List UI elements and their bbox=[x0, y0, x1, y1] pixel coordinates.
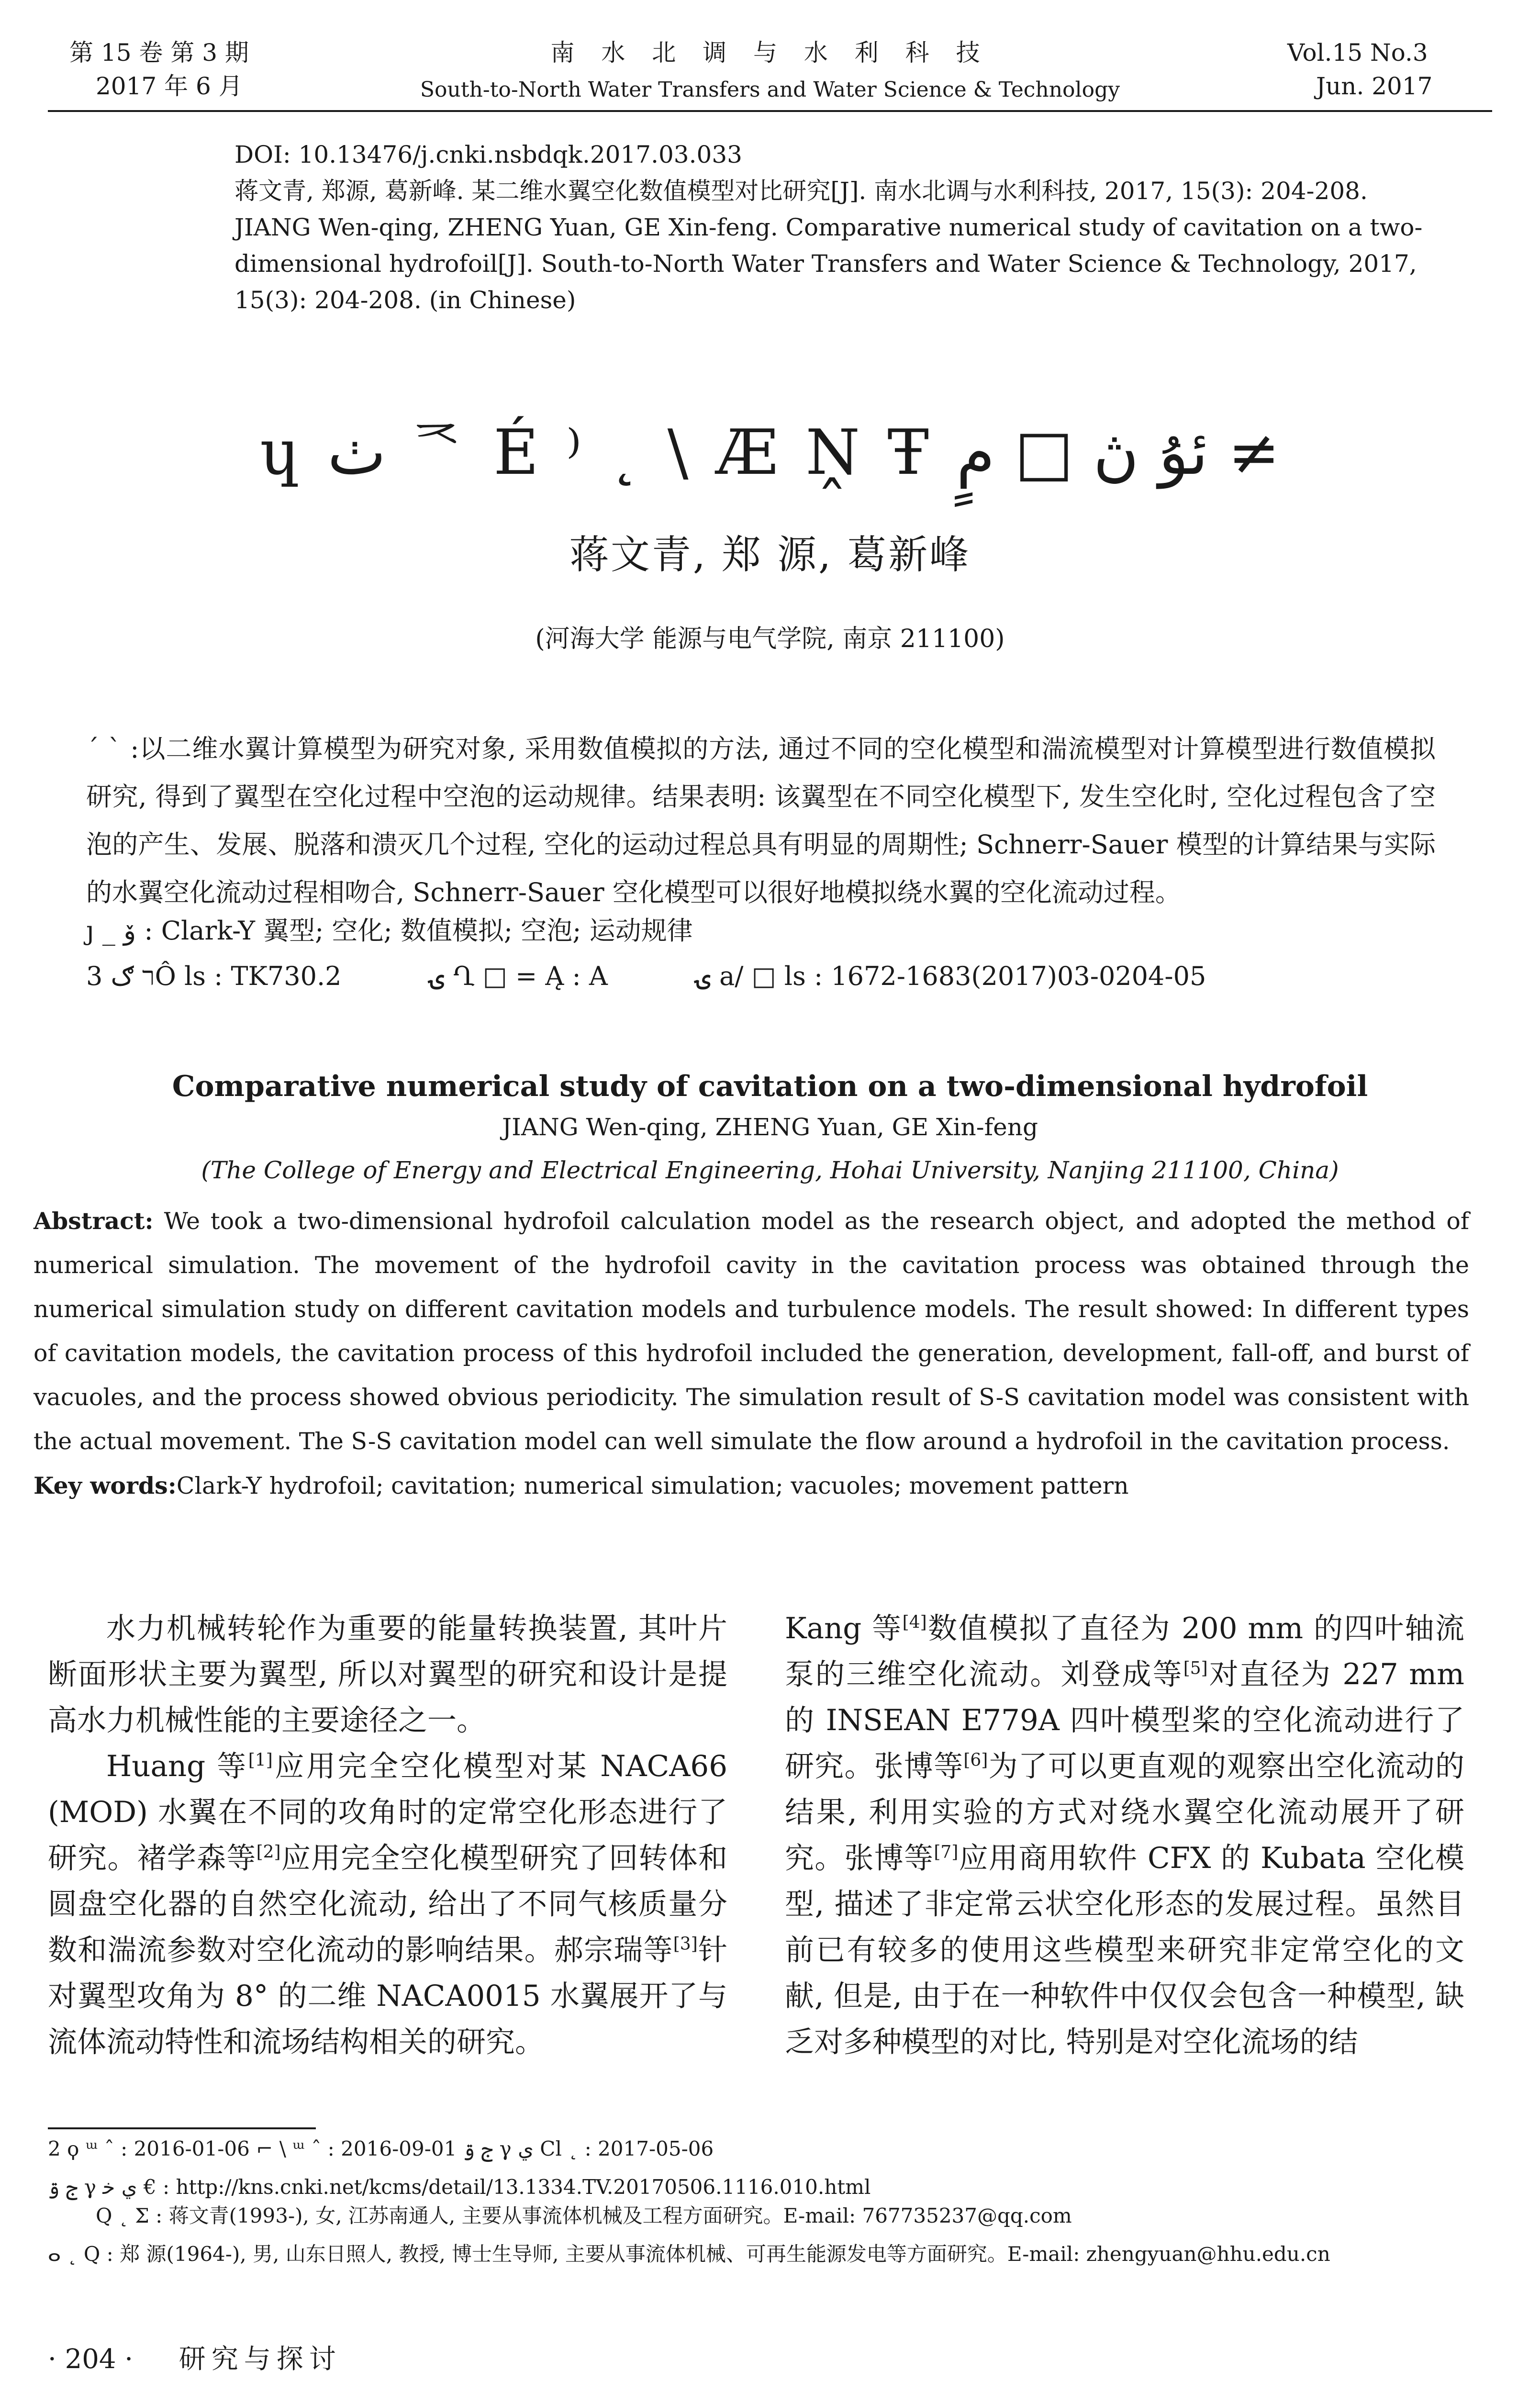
footnote-dates: 2 ϙ ᵚ ˆ : 2016-01-06 ⌐ \ ᵚ ˆ : 2016-09-01 ج ۊ γ ي Cl ˛ : 2017-05-06 bbox=[48, 2137, 714, 2160]
abstract-zh-label: ˊ ˋ : bbox=[86, 734, 139, 764]
clc-label: 3 ר ګÔ ls : bbox=[86, 961, 223, 991]
body-text: Huang 等 bbox=[106, 1749, 248, 1783]
body-text: 针对翼型攻角为 8° 的二维 NACA0015 水翼展开了与流体流动特性和流场结构相关的研究。 bbox=[48, 1933, 727, 2059]
reference-marker: [2] bbox=[256, 1842, 281, 1862]
reference-marker: [6] bbox=[963, 1750, 988, 1770]
body-paragraph bbox=[785, 1606, 1464, 2065]
body-paragraph: 水力机械转轮作为重要的能量转换装置, 其叶片断面形状主要为翼型, 所以对翼型的研究和设计是提高水力机械性能的主要途径之一。 bbox=[48, 1611, 727, 1737]
body-text: 应用商用软件 CFX 的 Kubata 空化模型, 描述了非定常云状空化形态的发展过程。虽然目前已有较多的使用这些模型来研究非定常空化的文献, 但是, 由于在一种软件中仅仅会包含一种模型, 缺乏对多种模型的对比, 特别是对空化流场的结 bbox=[785, 1841, 1464, 2059]
journal-name-en: South-to-North Water Transfers and Water Science & Technology bbox=[420, 78, 1120, 102]
body-text: 应用完全空化模型对某 NACA66 (MOD) 水翼在不同的攻角时的定常空化形态进行了研究。褚学森等 bbox=[48, 1749, 728, 1875]
doi: DOI: 10.13476/j.cnki.nsbdqk.2017.03.033 bbox=[234, 141, 742, 168]
keywords-zh-text: Clark-Y 翼型; 空化; 数值模拟; 空泡; 运动规律 bbox=[161, 916, 693, 946]
journal-date-en: Jun. 2017 bbox=[1316, 72, 1433, 100]
body-right-column bbox=[785, 1606, 1464, 2065]
citation-block bbox=[234, 136, 1464, 318]
keywords-zh bbox=[86, 912, 1436, 950]
abstract-en-text: We took a two-dimensional hydrofoil calculation model as the research object, and adopted the method of numerical simulation. The movement of the hydrofoil cavity in the cavitation process was obtained through the numerical simulation study on different cavitation models and turbulence models. The result showed: In different types of cavitation models, the cavitation process of this hydrofoil included the generation, development, fall-off, and burst of vacuoles, and the process showed obvious periodicity. The simulation result of S-S cavitation model was consistent with the actual movement. The S-S cavitation model can well simulate the flow around a hydrofoil in the cavitation process. bbox=[33, 1208, 1470, 1455]
header-rule bbox=[48, 110, 1492, 112]
doc-code-label: ۍ Ղ □ = Ą : bbox=[429, 961, 581, 991]
abstract-en-label: Abstract: bbox=[33, 1207, 154, 1235]
affiliation-zh: (河海大学 能源与电气学院, 南京 211100) bbox=[535, 625, 1005, 653]
footnote-author1: Q ˛ Σ : 蒋文青(1993-), 女, 江苏南通人, 主要从事流体机械及工程方面研究。E-mail: 767735237@qq.com bbox=[96, 2204, 1072, 2227]
doc-code-value: A bbox=[589, 961, 608, 991]
citation-en: JIANG Wen-qing, ZHENG Yuan, GE Xin-feng. Comparative numerical study of cavitation on a two-dimensional hydrofoil[J]. South-to-North Water Transfers and Water Science & Technology, 2017, 15(3): 204-208. (in Chinese) bbox=[234, 213, 1423, 314]
abstract-zh bbox=[86, 725, 1436, 917]
reference-marker: [5] bbox=[1183, 1658, 1208, 1678]
journal-name-zh: 南 水 北 调 与 水 利 科 技 bbox=[550, 39, 990, 67]
article-title-zh: ɥ ﭞ ᅐ É ⁾ ˛ \ Æ Ṋ Ŧ ئۇ ڽ □ ﻡٍ ≠ bbox=[260, 416, 1280, 489]
body-text: 数值模拟了直径为 200 mm 的四叶轴流泵的三维空化流动。刘登成等 bbox=[785, 1611, 1464, 1691]
keywords-zh-label: ȷ _ ۆ : bbox=[86, 916, 153, 946]
footnote-rule bbox=[48, 2127, 316, 2129]
body-paragraph bbox=[48, 1744, 727, 2065]
body-left-column bbox=[48, 1606, 727, 2065]
section-name: 研究与探讨 bbox=[179, 2344, 342, 2375]
reference-marker: [3] bbox=[673, 1934, 698, 1954]
article-id-value: 1672-1683(2017)03-0204-05 bbox=[831, 961, 1206, 991]
reference-marker: [4] bbox=[902, 1612, 927, 1633]
body-text: Kang 等 bbox=[785, 1611, 903, 1645]
reference-marker: [7] bbox=[934, 1842, 959, 1862]
reference-marker: [1] bbox=[248, 1750, 273, 1770]
citation-zh: 蒋文青, 郑源, 葛新峰. 某二维水翼空化数值模型对比研究[J]. 南水北调与水利科技, 2017, 15(3): 204-208. bbox=[234, 177, 1368, 205]
article-id-label: ۍ a/ □ ls : bbox=[696, 961, 823, 991]
page-number: · 204 · bbox=[48, 2344, 134, 2375]
footnote-url: ج ۊ γ ي ﺧ € : http://kns.cnki.net/kcms/detail/13.1334.TV.20170506.1116.010.html bbox=[48, 2175, 871, 2199]
body-text: 应用完全空化模型研究了回转体和圆盘空化器的自然空化流动, 给出了不同气核质量分数和湍流参数对空化流动的影响结果。郝宗瑞等 bbox=[48, 1841, 727, 1967]
affiliation-en: (The College of Energy and Electrical Engineering, Hohai University, Nanjing 211100, China) bbox=[201, 1156, 1339, 1184]
article-title-en: Comparative numerical study of cavitation on a two-dimensional hydrofoil bbox=[172, 1070, 1368, 1103]
body-text: 对直径为 227 mm 的 INSEAN E779A 四叶模型桨的空化流动进行了研究。张博等 bbox=[785, 1657, 1464, 1783]
journal-date: 2017 年 6 月 bbox=[96, 72, 243, 100]
abstract-zh-text: 以二维水翼计算模型为研究对象, 采用数值模拟的方法, 通过不同的空化模型和湍流模型对计算模型进行数值模拟研究, 得到了翼型在空化过程中空泡的运动规律。结果表明: 该翼型在不同空化模型下, 发生空化时, 空化过程包含了空泡的产生、发展、脱落和溃灭几个过程, 空化的运动过程总具有明显的周期性; Schnerr-Sauer 模型的计算结果与实际的水翼空化流动过程相吻合, Schnerr-Sauer 空化模型可以很好地模拟绕水翼的空化流动过程。 bbox=[86, 734, 1436, 907]
body-text: 为了可以更直观的观察出空化流动的结果, 利用实验的方式对绕水翼空化流动展开了研究。张博等 bbox=[785, 1749, 1464, 1875]
journal-volume-issue: 第 15 卷 第 3 期 bbox=[69, 39, 249, 67]
keywords-en-text: Clark-Y hydrofoil; cavitation; numerical simulation; vacuoles; movement pattern bbox=[176, 1472, 1129, 1499]
journal-vol-no-en: Vol.15 No.3 bbox=[1287, 39, 1428, 67]
page-footer bbox=[48, 2340, 342, 2379]
footnote-author2: ⴰ ˛ Q : 郑 源(1964-), 男, 山东日照人, 教授, 博士生导师, 主要从事流体机械、可再生能源发电等方面研究。E-mail: zhengyuan@hhu.edu.cn bbox=[48, 2242, 1330, 2266]
clc-value: TK730.2 bbox=[231, 961, 342, 991]
classification-row bbox=[86, 957, 1436, 995]
abstract-en bbox=[33, 1199, 1469, 1508]
authors-en: JIANG Wen-qing, ZHENG Yuan, GE Xin-feng bbox=[502, 1113, 1038, 1141]
keywords-en-label: Key words: bbox=[33, 1472, 177, 1499]
authors-zh: 蒋文青, 郑 源, 葛新峰 bbox=[569, 532, 971, 578]
